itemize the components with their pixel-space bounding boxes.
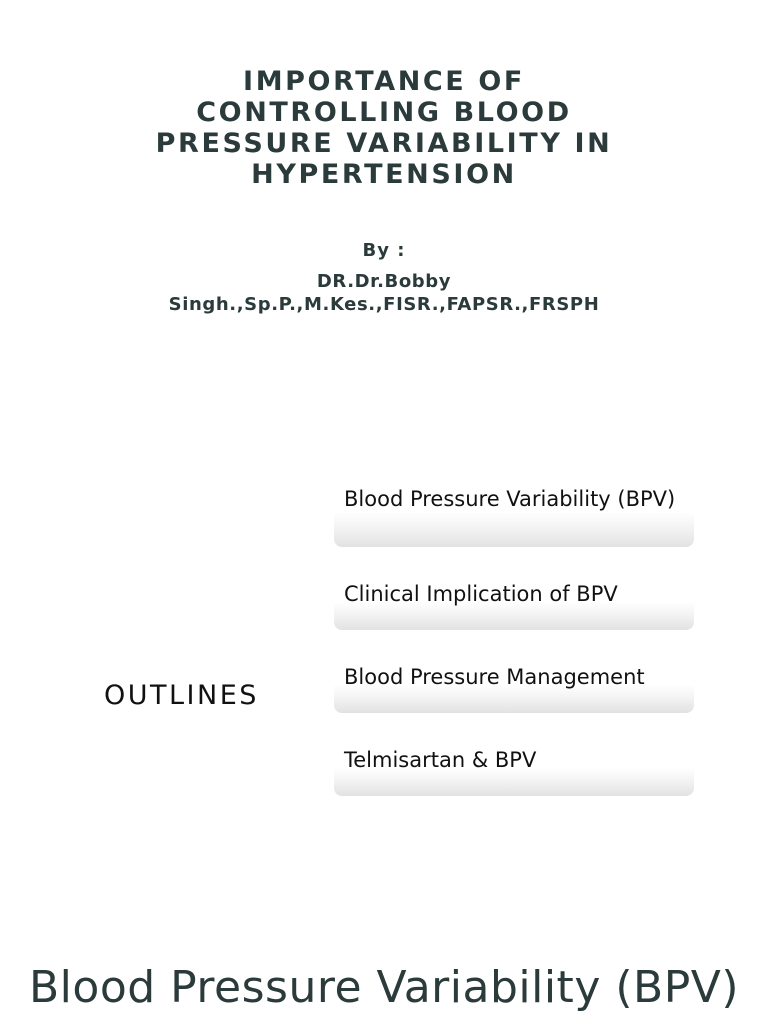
outline-slide (0, 440, 768, 910)
by-label: By : (362, 240, 406, 261)
slide-title: IMPORTANCE OF CONTROLLING BLOOD PRESSURE VARIABILITY IN HYPERTENSION (155, 66, 613, 190)
outline-item-clinical-implication: Clinical Implication of BPV (334, 579, 694, 630)
outlines-heading: OUTLINES (104, 680, 259, 711)
outline-item-telmisartan: Telmisartan & BPV (334, 745, 694, 796)
next-slide-preview (0, 940, 768, 1024)
outline-item-bp-management: Blood Pressure Management (334, 662, 694, 713)
title-slide (0, 0, 768, 420)
author-name: DR.Dr.Bobby Singh.,Sp.P.,M.Kes.,FISR.,FAPSR.,FRSPH (168, 271, 600, 315)
outline-item-bpv: Blood Pressure Variability (BPV) (334, 484, 694, 547)
next-slide-title: Blood Pressure Variability (BPV) (29, 962, 739, 1013)
